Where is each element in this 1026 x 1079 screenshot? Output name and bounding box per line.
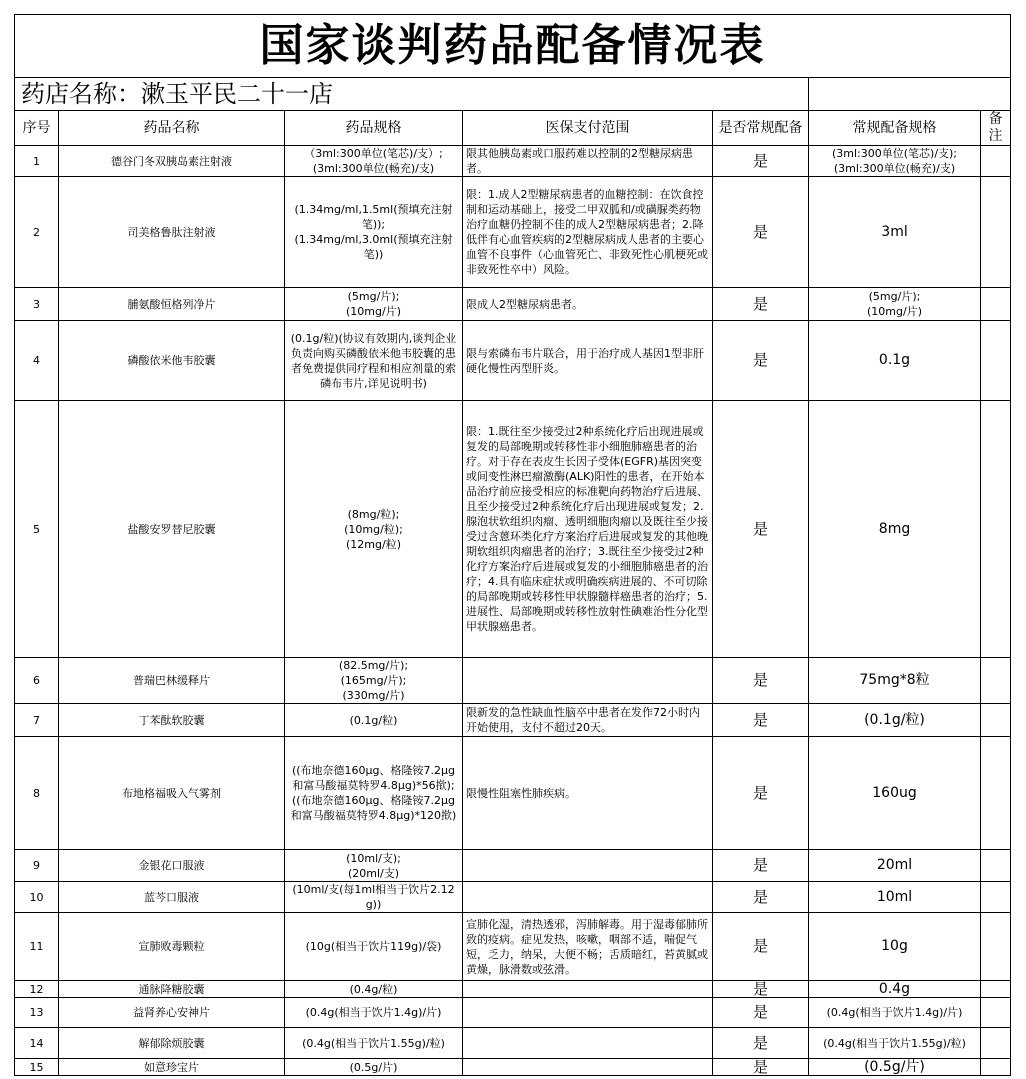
regular-spec: 75mg*8粒 (809, 658, 981, 704)
drug-name: 宣肺败毒颗粒 (59, 913, 285, 981)
row-no: 9 (15, 850, 59, 882)
drug-name: 金银花口服液 (59, 850, 285, 882)
insurance-scope: 宣肺化湿，清热透邪，泻肺解毒。用于湿毒郁肺所致的疫病。症见发热，咳嗽，咽部不适，喘促气短，乏力，纳呆，大便不畅；舌质暗红，苔黄腻或黄燥，脉滑数或弦滑。 (463, 913, 713, 981)
drug-spec: (1.34mg/ml,1.5ml(预填充注射笔)); (1.34mg/ml,3.0ml(预填充注射笔)) (285, 177, 463, 288)
regular-flag: 是 (713, 288, 809, 321)
note (981, 1059, 1011, 1076)
note (981, 146, 1011, 177)
regular-flag: 是 (713, 704, 809, 737)
drug-name: 益肾养心安神片 (59, 998, 285, 1028)
drug-spec: (10ml/支); (20ml/支) (285, 850, 463, 882)
drug-spec: (0.4g(相当于饮片1.55g)/粒) (285, 1028, 463, 1059)
insurance-scope: 限成人2型糖尿病患者。 (463, 288, 713, 321)
drug-name: 通脉降糖胶囊 (59, 981, 285, 998)
drug-spec: (0.1g/粒)(协议有效期内,谈判企业负责向购买磷酸依米他韦胶囊的患者免费提供同疗程和相应剂量的索磷布韦片,详见说明书) (285, 321, 463, 401)
drug-spec: (0.1g/粒) (285, 704, 463, 737)
insurance-scope (463, 1028, 713, 1059)
insurance-scope: 限：1.成人2型糖尿病患者的血糖控制：在饮食控制和运动基础上，接受二甲双胍和/或磺脲类药物治疗血糖仍控制不佳的成人2型糖尿病患者；2.降低伴有心血管疾病的2型糖尿病成人患者的主要心血管不良事件（心血管死亡、非致死性心肌梗死或非致死性卒中）风险。 (463, 177, 713, 288)
regular-spec: (3ml:300单位(笔芯)/支); (3ml:300单位(畅充)/支) (809, 146, 981, 177)
table-row (15, 704, 1011, 737)
drug-name: 布地格福吸入气雾剂 (59, 737, 285, 850)
note (981, 998, 1011, 1028)
drug-name: 解郁除烦胶囊 (59, 1028, 285, 1059)
drug-name: 德谷门冬双胰岛素注射液 (59, 146, 285, 177)
row-no: 3 (15, 288, 59, 321)
regular-spec: 0.4g (809, 981, 981, 998)
insurance-scope (463, 882, 713, 913)
store-name: 漱玉平民二十一店 (141, 80, 333, 108)
note (981, 658, 1011, 704)
table-row (15, 737, 1011, 850)
drug-spec: (10ml/支(每1ml相当于饮片2.12g)) (285, 882, 463, 913)
regular-flag: 是 (713, 850, 809, 882)
insurance-scope (463, 1059, 713, 1076)
note (981, 882, 1011, 913)
drug-name: 丁苯酞软胶囊 (59, 704, 285, 737)
regular-spec: 10ml (809, 882, 981, 913)
header-regular-spec: 常规配备规格 (809, 111, 981, 146)
regular-spec: 10g (809, 913, 981, 981)
table-header-row (15, 111, 1011, 146)
table-row (15, 288, 1011, 321)
insurance-scope: 限与索磷布韦片联合，用于治疗成人基因1型非肝硬化慢性丙型肝炎。 (463, 321, 713, 401)
note (981, 850, 1011, 882)
regular-spec: 20ml (809, 850, 981, 882)
regular-spec: (0.1g/粒) (809, 704, 981, 737)
row-no: 8 (15, 737, 59, 850)
regular-spec: 8mg (809, 401, 981, 658)
drug-spec: (10g(相当于饮片119g)/袋) (285, 913, 463, 981)
drug-spec: ((布地奈德160μg、格隆铵7.2μg和富马酸福莫特罗4.8μg)*56揿); ((布地奈德160μg、格隆铵7.2μg和富马酸福莫特罗4.8μg)*120揿) (285, 737, 463, 850)
drug-table-sheet (14, 14, 1010, 1076)
drug-spec: (5mg/片); (10mg/片) (285, 288, 463, 321)
row-no: 11 (15, 913, 59, 981)
note (981, 321, 1011, 401)
note (981, 704, 1011, 737)
table-row (15, 146, 1011, 177)
insurance-scope (463, 850, 713, 882)
regular-flag: 是 (713, 1028, 809, 1059)
regular-spec: (5mg/片); (10mg/片) (809, 288, 981, 321)
table-row (15, 998, 1011, 1028)
table-row (15, 321, 1011, 401)
header-scope: 医保支付范围 (463, 111, 713, 146)
header-spec: 药品规格 (285, 111, 463, 146)
drug-table (14, 14, 1011, 1076)
table-row (15, 913, 1011, 981)
note (981, 913, 1011, 981)
row-no: 6 (15, 658, 59, 704)
table-row (15, 177, 1011, 288)
regular-flag: 是 (713, 401, 809, 658)
table-row (15, 1028, 1011, 1059)
regular-flag: 是 (713, 177, 809, 288)
page-title: 国家谈判药品配备情况表 (15, 15, 1011, 78)
drug-name: 磷酸依米他韦胶囊 (59, 321, 285, 401)
insurance-scope: 限其他胰岛素或口服药难以控制的2型糖尿病患者。 (463, 146, 713, 177)
regular-flag: 是 (713, 1059, 809, 1076)
store-row-blank (809, 78, 1011, 111)
table-row (15, 401, 1011, 658)
note (981, 401, 1011, 658)
row-no: 15 (15, 1059, 59, 1076)
drug-spec: (0.4g/粒) (285, 981, 463, 998)
row-no: 7 (15, 704, 59, 737)
drug-name: 普瑞巴林缓释片 (59, 658, 285, 704)
note (981, 737, 1011, 850)
drug-spec: (82.5mg/片); (165mg/片); (330mg/片) (285, 658, 463, 704)
row-no: 4 (15, 321, 59, 401)
drug-spec: （3ml:300单位(笔芯)/支）; (3ml:300单位(畅充)/支) (285, 146, 463, 177)
drug-spec: (8mg/粒); (10mg/粒); (12mg/粒) (285, 401, 463, 658)
insurance-scope (463, 981, 713, 998)
drug-name: 如意珍宝片 (59, 1059, 285, 1076)
regular-spec: (0.5g/片) (809, 1059, 981, 1076)
regular-spec: (0.4g(相当于饮片1.55g)/粒) (809, 1028, 981, 1059)
table-row (15, 1059, 1011, 1076)
note (981, 1028, 1011, 1059)
regular-flag: 是 (713, 737, 809, 850)
regular-flag: 是 (713, 913, 809, 981)
regular-flag: 是 (713, 981, 809, 998)
row-no: 13 (15, 998, 59, 1028)
drug-name: 司美格鲁肽注射液 (59, 177, 285, 288)
row-no: 12 (15, 981, 59, 998)
regular-flag: 是 (713, 882, 809, 913)
row-no: 10 (15, 882, 59, 913)
regular-spec: 3ml (809, 177, 981, 288)
row-no: 14 (15, 1028, 59, 1059)
table-row (15, 850, 1011, 882)
insurance-scope: 限慢性阻塞性肺疾病。 (463, 737, 713, 850)
drug-name: 盐酸安罗替尼胶囊 (59, 401, 285, 658)
drug-spec: (0.4g(相当于饮片1.4g)/片) (285, 998, 463, 1028)
header-regular: 是否常规配备 (713, 111, 809, 146)
regular-spec: 0.1g (809, 321, 981, 401)
drug-spec: (0.5g/片) (285, 1059, 463, 1076)
row-no: 2 (15, 177, 59, 288)
note (981, 177, 1011, 288)
row-no: 1 (15, 146, 59, 177)
insurance-scope (463, 998, 713, 1028)
drug-name: 脯氨酸恒格列净片 (59, 288, 285, 321)
header-note: 备注 (981, 111, 1011, 146)
table-row (15, 882, 1011, 913)
store-name-row (15, 78, 809, 111)
regular-flag: 是 (713, 146, 809, 177)
drug-name: 蓝芩口服液 (59, 882, 285, 913)
header-name: 药品名称 (59, 111, 285, 146)
note (981, 981, 1011, 998)
row-no: 5 (15, 401, 59, 658)
regular-flag: 是 (713, 321, 809, 401)
regular-flag: 是 (713, 998, 809, 1028)
insurance-scope: 限新发的急性缺血性脑卒中患者在发作72小时内开始使用，支付不超过20天。 (463, 704, 713, 737)
insurance-scope: 限：1.既往至少接受过2种系统化疗后出现进展或复发的局部晚期或转移性非小细胞肺癌患者的治疗。对于存在表皮生长因子受体(EGFR)基因突变或间变性淋巴瘤激酶(ALK)阳性的患者，在开始本品治疗前应接受相应的标准靶向药物治疗后进展、且至少接受过2种系统化疗后出现进展或复发；2.腺泡状软组织肉瘤、透明细胞肉瘤以及既往至少接受过含蒽环类化疗方案治疗后进展或复发的其他晚期软组织肉瘤患者的治疗；3.既往至少接受过2种化疗方案治疗后进展或复发的小细胞肺癌患者的治疗；4.具有临床症状或明确疾病进展的、不可切除的局部晚期或转移性甲状腺髓样癌患者的治疗；5.进展性、局部晚期或转移性放射性碘难治性分化型甲状腺癌患者。 (463, 401, 713, 658)
regular-spec: 160ug (809, 737, 981, 850)
regular-spec: (0.4g(相当于饮片1.4g)/片) (809, 998, 981, 1028)
table-row (15, 981, 1011, 998)
note (981, 288, 1011, 321)
insurance-scope (463, 658, 713, 704)
store-label: 药店名称： (21, 80, 141, 108)
regular-flag: 是 (713, 658, 809, 704)
header-no: 序号 (15, 111, 59, 146)
table-row (15, 658, 1011, 704)
